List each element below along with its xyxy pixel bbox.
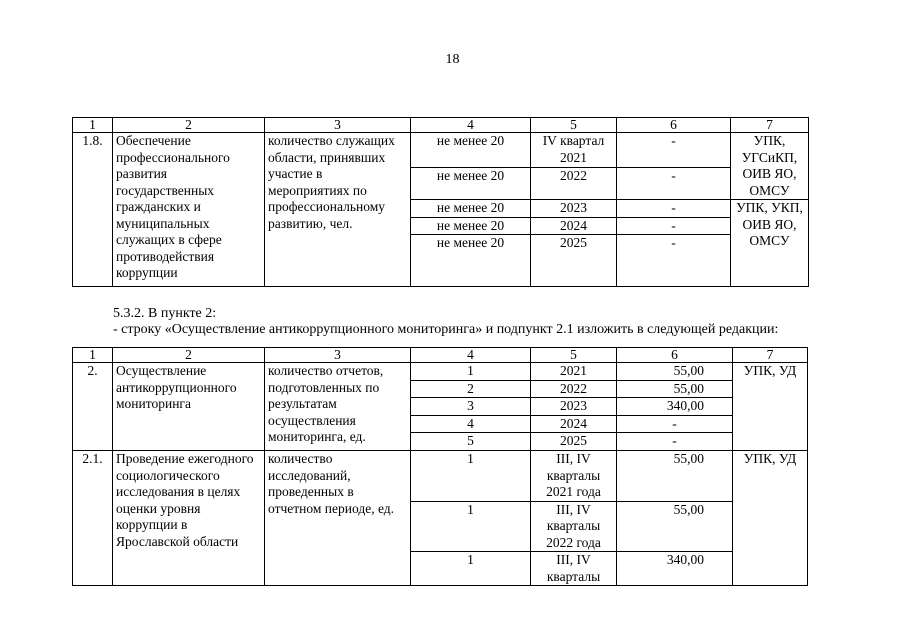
value-cell: не менее 20	[411, 168, 531, 200]
header-cell: 3	[265, 348, 411, 363]
table-header-row	[73, 348, 808, 363]
cost-cell: 340,00	[617, 552, 733, 586]
table-header-row	[73, 118, 809, 133]
value-cell: не менее 20	[411, 217, 531, 235]
header-cell: 1	[73, 348, 113, 363]
value-cell: не менее 20	[411, 235, 531, 287]
cost-cell: -	[617, 235, 731, 287]
header-cell: 5	[531, 118, 617, 133]
header-cell: 4	[411, 118, 531, 133]
value-cell: 1	[411, 501, 531, 552]
period-cell: III, IV кварталы 2022 года	[531, 501, 617, 552]
period-cell: 2024	[531, 415, 617, 433]
cost-cell: 55,00	[617, 380, 733, 398]
period-cell: III, IV кварталы	[531, 552, 617, 586]
header-cell: 2	[113, 348, 265, 363]
activity-cell: Осуществление антикоррупционного мониторинга	[113, 363, 265, 451]
indicator-cell: количество исследований, проведенных в отчетном периоде, ед.	[265, 451, 411, 586]
value-cell: 3	[411, 398, 531, 416]
executor-cell: УПК, УД	[733, 363, 808, 451]
table-row	[73, 133, 809, 168]
row-number: 1.8.	[73, 133, 113, 287]
header-cell: 5	[531, 348, 617, 363]
period-cell: 2023	[531, 200, 617, 218]
period-cell: III, IV кварталы 2021 года	[531, 451, 617, 502]
value-cell: 5	[411, 433, 531, 451]
table-2	[72, 347, 808, 586]
table-row	[73, 451, 808, 502]
header-cell: 2	[113, 118, 265, 133]
cost-cell: 55,00	[617, 451, 733, 502]
period-cell: 2023	[531, 398, 617, 416]
indicator-cell: количество служащих области, принявших участие в мероприятиях по профессиональному развитию, чел.	[265, 133, 411, 287]
cost-cell: -	[617, 133, 731, 168]
period-cell: IV квартал 2021	[531, 133, 617, 168]
paragraph-heading: 5.3.2. В пункте 2:	[113, 306, 217, 321]
cost-cell: -	[617, 217, 731, 235]
value-cell: 2	[411, 380, 531, 398]
executor-cell: УПК, УГСиКП, ОИВ ЯО, ОМСУ	[731, 133, 809, 200]
value-cell: 4	[411, 415, 531, 433]
value-cell: не менее 20	[411, 200, 531, 218]
executor-cell: УПК, УД	[733, 451, 808, 586]
value-cell: не менее 20	[411, 133, 531, 168]
table-1	[72, 117, 809, 287]
cost-cell: 55,00	[617, 501, 733, 552]
header-cell: 6	[617, 118, 731, 133]
header-cell: 4	[411, 348, 531, 363]
period-cell: 2022	[531, 168, 617, 200]
period-cell: 2025	[531, 235, 617, 287]
period-cell: 2025	[531, 433, 617, 451]
activity-cell: Проведение ежегодного социологического исследования в целях оценки уровня коррупции в Ярославской области	[113, 451, 265, 586]
header-cell: 1	[73, 118, 113, 133]
page-number: 18	[445, 52, 460, 67]
period-cell: 2024	[531, 217, 617, 235]
row-number: 2.	[73, 363, 113, 451]
executor-cell: УПК, УКП, ОИВ ЯО, ОМСУ	[731, 200, 809, 287]
row-number: 2.1.	[73, 451, 113, 586]
cost-cell: -	[617, 168, 731, 200]
period-cell: 2022	[531, 380, 617, 398]
header-cell: 7	[733, 348, 808, 363]
table-row	[73, 363, 808, 381]
value-cell: 1	[411, 552, 531, 586]
period-cell: 2021	[531, 363, 617, 381]
cost-cell: 55,00	[617, 363, 733, 381]
cost-cell: -	[617, 200, 731, 218]
cost-cell: -	[617, 433, 733, 451]
value-cell: 1	[411, 451, 531, 502]
value-cell: 1	[411, 363, 531, 381]
header-cell: 7	[731, 118, 809, 133]
header-cell: 6	[617, 348, 733, 363]
cost-cell: 340,00	[617, 398, 733, 416]
activity-cell: Обеспечение профессионального развития государственных гражданских и муниципальных служащих в сфере противодействия коррупции	[113, 133, 265, 287]
indicator-cell: количество отчетов, подготовленных по результатам осуществления мониторинга, ед.	[265, 363, 411, 451]
header-cell: 3	[265, 118, 411, 133]
cost-cell: -	[617, 415, 733, 433]
paragraph-text: - строку «Осуществление антикоррупционного мониторинга» и подпункт 2.1 изложить в следующей редакции:	[113, 322, 779, 337]
